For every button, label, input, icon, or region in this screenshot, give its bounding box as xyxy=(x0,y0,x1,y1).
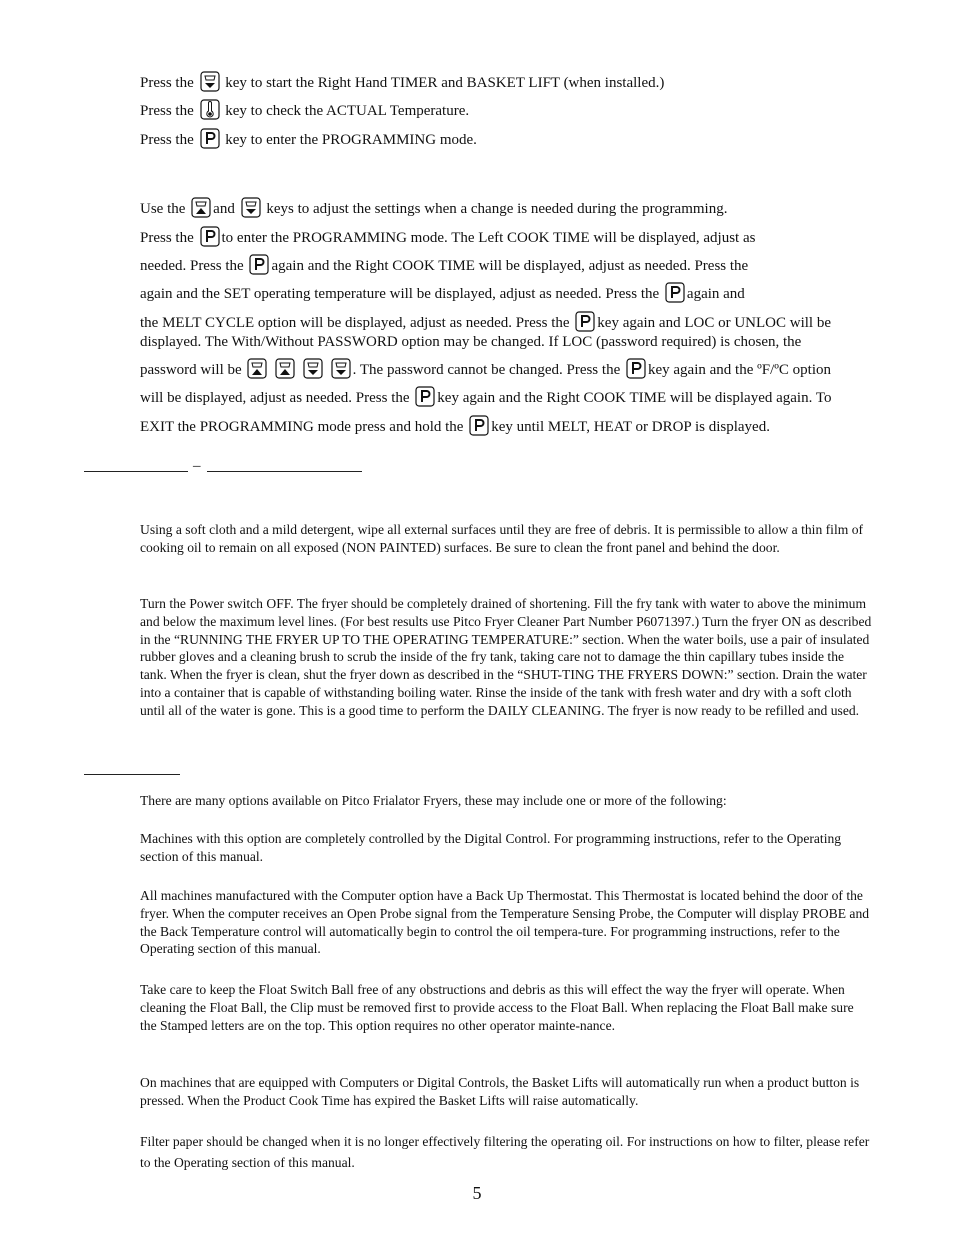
program-p-key-icon xyxy=(665,282,685,303)
basket-up-key-icon xyxy=(247,358,267,379)
programming-instruction xyxy=(140,128,477,149)
text: . The password cannot be changed. Press the xyxy=(352,362,621,378)
section-heading-dash: – xyxy=(193,458,201,474)
text: password will be xyxy=(140,362,242,378)
text: to enter the PROGRAMMING mode. The Left COOK TIME will be displayed, adjust as xyxy=(221,230,756,246)
programming-line-4 xyxy=(140,282,745,303)
computer-paragraph: All machines manufactured with the Computer option have a Back Up Thermostat. This Thermostat is located behind the door of the fryer. When the computer receives an Open Probe signal from the Temperature Sensing Probe, the Computer will display PROBE and the Back Temperature control will automatically begin to control the oil tempera-ture. For programming instructions, refer to the Operating section of this manual. xyxy=(140,888,870,957)
program-p-key-icon xyxy=(575,311,595,332)
text: Press the xyxy=(140,132,194,148)
basket-down-key-icon xyxy=(200,71,220,92)
section-heading-rule xyxy=(207,471,362,472)
options-intro: There are many options available on Pitco Frialator Fryers, these may include one or more of the following: xyxy=(140,793,727,808)
basket-down-key-icon xyxy=(331,358,351,379)
temperature-instruction xyxy=(140,99,469,120)
text: keys to adjust the settings when a change is needed during the programming. xyxy=(266,201,728,217)
basket-down-key-icon xyxy=(241,197,261,218)
daily-cleaning-paragraph: Using a soft cloth and a mild detergent, wipe all external surfaces until they are free of debris. It is permissible to allow a thin film of cooking oil to remain on all exposed (NON PAINTED) surfaces. Be sure to clean the front panel and behind the door. xyxy=(140,522,864,555)
text: key again and LOC or UNLOC will be xyxy=(597,315,831,331)
basket-lift-paragraph: On machines that are equipped with Computers or Digital Controls, the Basket Lifts will automatically run when a product button is pressed. When the Product Cook Time has expired the Basket Lifts will raise automatically. xyxy=(140,1075,860,1108)
filter-paragraph: Filter paper should be changed when it is no longer effectively filtering the operating oil. For instructions on how to filter, please refer to the Operating section of this manual. xyxy=(140,1134,870,1170)
text: key to check the ACTUAL Temperature. xyxy=(225,103,470,119)
text: Press the xyxy=(140,230,194,246)
float-switch-paragraph: Take care to keep the Float Switch Ball free of any obstructions and debris as this will effect the way the fryer will operate. When cleaning the Float Ball, the Clip must be removed first to provide access to the Float Ball. When replacing the Float Ball make sure the Stamped letters are on the top. This option requires no other operator mainte-nance. xyxy=(140,982,854,1033)
program-p-key-icon xyxy=(200,128,220,149)
programming-line-8 xyxy=(140,386,831,407)
programming-line-5 xyxy=(140,311,831,332)
thermometer-key-icon xyxy=(200,99,220,120)
text: Press the xyxy=(140,103,194,119)
text: the MELT CYCLE option will be displayed, adjust as needed. Press the xyxy=(140,315,570,331)
text: key to start the Right Hand TIMER and BASKET LIFT (when installed.) xyxy=(225,75,665,91)
text: Press the xyxy=(140,75,194,91)
text: key until MELT, HEAT or DROP is displayed. xyxy=(491,419,770,435)
basket-down-key-icon xyxy=(303,358,323,379)
text: Use the xyxy=(140,201,186,217)
program-p-key-icon xyxy=(200,226,220,247)
program-p-key-icon xyxy=(469,415,489,436)
boilout-paragraph: Turn the Power switch OFF. The fryer should be completely drained of shortening. Fill the fry tank with water to above the minimum and below the maximum level lines. (For best results use Pitco Fryer Cleaner Part Number P6071397.) Turn the fryer ON as described in the “RUNNING THE FRYER UP TO THE OPERATING TEMPERATURE:” section. When the water boils, use a pair of insulated rubber gloves and a cleaning brush to scrub the inside of the fry tank, taking care not to damage the thin capillary tubes inside the tank. When the fryer is clean, shut the fryer down as described in the “SHUT-TING THE FRYERS DOWN:” section. Drain the water into a container that is capable of withstanding boiling water. Rinse the inside of the tank with fresh water and dry with a soft cloth until all of the water is gone. This is a good time to perform the DAILY CLEANING. The fryer is now ready to be refilled and used. xyxy=(140,596,872,718)
programming-line-3 xyxy=(140,254,748,275)
section-heading-rule xyxy=(84,471,188,472)
programming-line-7 xyxy=(140,358,831,379)
text: again and xyxy=(686,286,745,302)
text: and xyxy=(213,201,235,217)
page-number: 5 xyxy=(472,1183,482,1203)
program-p-key-icon xyxy=(415,386,435,407)
basket-up-key-icon xyxy=(191,197,211,218)
programming-line-6 xyxy=(140,333,801,351)
digital-control-paragraph: Machines with this option are completely controlled by the Digital Control. For programming instructions, refer to the Operating section of this manual. xyxy=(140,831,842,864)
text: again and the Right COOK TIME will be displayed, adjust as needed. Press the xyxy=(271,258,749,274)
options-heading-rule xyxy=(84,774,180,775)
text: EXIT the PROGRAMMING mode press and hold the xyxy=(140,419,464,435)
programming-line-2 xyxy=(140,226,755,247)
program-p-key-icon xyxy=(626,358,646,379)
text: will be displayed, adjust as needed. Press the xyxy=(140,390,410,406)
programming-line-1 xyxy=(140,197,727,218)
text: needed. Press the xyxy=(140,258,244,274)
text: key to enter the PROGRAMMING mode. xyxy=(225,132,477,148)
text: again and the SET operating temperature will be displayed, adjust as needed. Press the xyxy=(140,286,660,302)
text: key again and the Right COOK TIME will be displayed again. To xyxy=(437,390,832,406)
programming-line-9 xyxy=(140,415,770,436)
basket-up-key-icon xyxy=(275,358,295,379)
text: key again and the ºF/ºC option xyxy=(647,362,832,378)
timer-instruction xyxy=(140,71,664,92)
text: displayed. The With/Without PASSWORD option may be changed. If LOC (password required) is chosen, the xyxy=(140,334,802,350)
program-p-key-icon xyxy=(249,254,269,275)
